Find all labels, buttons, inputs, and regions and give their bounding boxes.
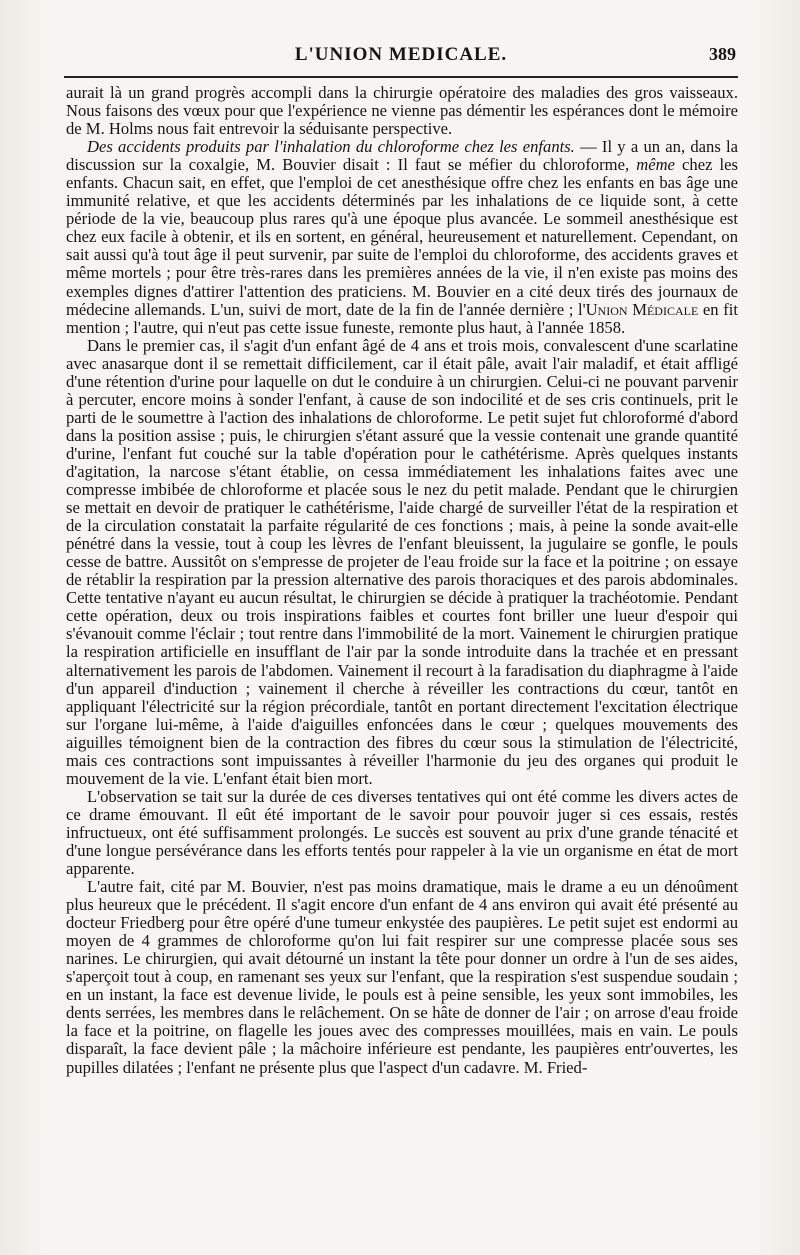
italic-text: même bbox=[636, 155, 675, 175]
italic-text: Des accidents produits par l'inhalation du chloroforme chez les enfants. bbox=[87, 137, 575, 157]
text-run: L'autre fait, cité par M. Bouvier, n'est pas moins dramatique, mais le drame a eu un dénoûment plus heureux que le précédent. Il s'agit encore d'un enfant de 4 ans environ qui avait été présenté au docteur Friedberg pour être opéré d'une tumeur enkystée des paupières. Le petit sujet est endormi au moyen de 4 grammes de chloroforme qu'on lui fait respirer sur une compresse placée sous ses narines. Le chirurgien, qui avait détourné un instant la tête pour donner un ordre à l'un de ses aides, s'aperçoit tout à coup, en ramenant ses yeux sur l'enfant, que la respiration s'est suspendue soudain ; en un instant, la face est devenue livide, le pouls est à peine sensible, les yeux sont immobiles, les dents serrées, les membres dans le relâchement. On se hâte de donner de l'air ; on arrose d'eau froide la face et la poitrine, on flagelle les joues avec des compresses mouillées, mais en vain. Le pouls disparaît, la face devient pâle ; la mâchoire inférieure est pendante, les paupières entr'ouvertes, les pupilles dilatées ; l'enfant ne présente plus que l'aspect d'un cadavre. M. Fried- bbox=[66, 877, 738, 1077]
body-text bbox=[66, 84, 738, 1077]
text-run: chez les enfants. Chacun sait, en effet, que l'emploi de cet anesthésique offre chez les enfants en bas âge une immunité relative, et que les accidents déterminés par les inhalations de ce liquide sont, à cette période de la vie, beaucoup plus rares qu'à une époque plus avancée. Le sommeil anesthésique est chez eux facile à obtenir, et ils en sortent, en général, heureusement et naturellement. Cependant, on sait aussi qu'à tout âge il peut survenir, par suite de l'emploi du chloroforme, des accidents graves et même mortels ; pour être très-rares dans les premières années de la vie, il n'en existe pas moins des exemples dignes d'attirer l'attention des praticiens. M. Bouvier en a cité deux tirés des journaux de médecine allemands. L'un, suivi de mort, date de la fin de l'année dernière ; l' bbox=[66, 155, 738, 319]
paragraph bbox=[66, 337, 738, 788]
journal-title: L'UNION MEDICALE. bbox=[294, 44, 508, 65]
paragraph bbox=[66, 788, 738, 878]
text-run: aurait là un grand progrès accompli dans la chirurgie opératoire des maladies des gros vaisseaux. Nous faisons des vœux pour que l'expérience ne vienne pas démentir les espérances dont le mémoire de M. Holms nous fait entrevoir la séduisante perspective. bbox=[66, 83, 738, 139]
small-caps-text: Union Médicale bbox=[585, 299, 699, 319]
paragraph bbox=[66, 138, 738, 337]
header-rule bbox=[64, 76, 738, 78]
paragraph bbox=[66, 84, 738, 138]
text-run: L'observation se tait sur la durée de ces diverses tentatives qui ont été comme les divers actes de ce drame émouvant. Il eût été important de le savoir pour pouvoir juger si ces essais, restés infructueux, ont été suffisamment prolongés. Le succès est souvent au prix d'une grande ténacité et d'une longue persévérance dans les efforts tentés pour rappeler à la vie un organisme en état de mort apparente. bbox=[66, 786, 738, 879]
text-run: en fit mention ; l'autre, qui n'eut pas cette issue funeste, remonte plus haut, à l'année 1858. bbox=[66, 299, 738, 337]
text-run: Dans le premier cas, il s'agit d'un enfant âgé de 4 ans et trois mois, convalescent d'une scarlatine avec anasarque dont il se remettait difficilement, car il était pâle, avait l'air maladif, et était affligé d'une rétention d'urine pour laquelle on dut le conduire à un chirurgien. Celui-ci ne pouvant parvenir à percuter, encore moins à sonder l'enfant, à cause de son indocilité et de ses cris continuels, prit le parti de le soumettre à l'action des inhalations de chloroforme. Le petit sujet fut chloroformé d'abord dans la position assise ; puis, le chirurgien s'étant assuré que la vessie contenait une grande quantité d'urine, l'enfant fut couché sur la table d'opération pour le cathétérisme. Après quelques instants d'agitation, la narcose s'étant établie, on cessa immédiatement les inhalations faites avec une compresse imbibée de chloroforme et placée sous le nez du petit malade. Pendant que le chirurgien se mettait en devoir de pratiquer le cathétérisme, l'aide chargé de surveiller l'état de la respiration et de la circulation constatait la parfaite régularité de ces fonctions ; mais, à peine la sonde avait-elle pénétré dans la vessie, tout à coup les lèvres de l'enfant bleuissent, la jugulaire se gonfle, le pouls cesse de battre. Aussitôt on s'empresse de projeter de l'eau froide sur la face et la poitrine ; on essaye de rétablir la respiration par la pression alternative des parois thoraciques et des parois abdominales. Cette tentative n'ayant eu aucun résultat, le chirurgien se décide à pratiquer la trachéotomie. Pendant cette opération, deux ou trois inspirations faibles et courtes font briller une lueur d'espoir qui s'évanouit comme l'éclair ; tout rentre dans l'immobilité de la mort. Vainement le chirurgien pratique la respiration artificielle en insufflant de l'air par la sonde introduite dans la trachée et en pressant alternativement les parois de l'abdomen. Vainement il recourt à la faradisation du diaphragme à l'aide d'un appareil d'induction ; vainement il cherche à réveiller les contractions du cœur, tantôt en appliquant l'électricité sur la région précordiale, tantôt en portant directement l'excitation électrique sur l'organe lui-même, à l'aide d'aiguilles enfoncées dans le cœur ; quelques mouvements des aiguilles témoignent bien de la contraction des fibres du cœur sous la stimulation de l'électricité, mais ces contractions sont impuissantes à réveiller l'harmonie du jeu des organes qui produit le mouvement de la vie. L'enfant était bien mort. bbox=[66, 335, 738, 788]
text-run: — Il y a un an, dans la discussion sur la coxalgie, M. Bouvier disait : Il faut se méfier du chloroforme, bbox=[66, 137, 738, 175]
paragraph bbox=[66, 878, 738, 1077]
page-number: 389 bbox=[709, 44, 736, 64]
running-head bbox=[66, 44, 736, 70]
